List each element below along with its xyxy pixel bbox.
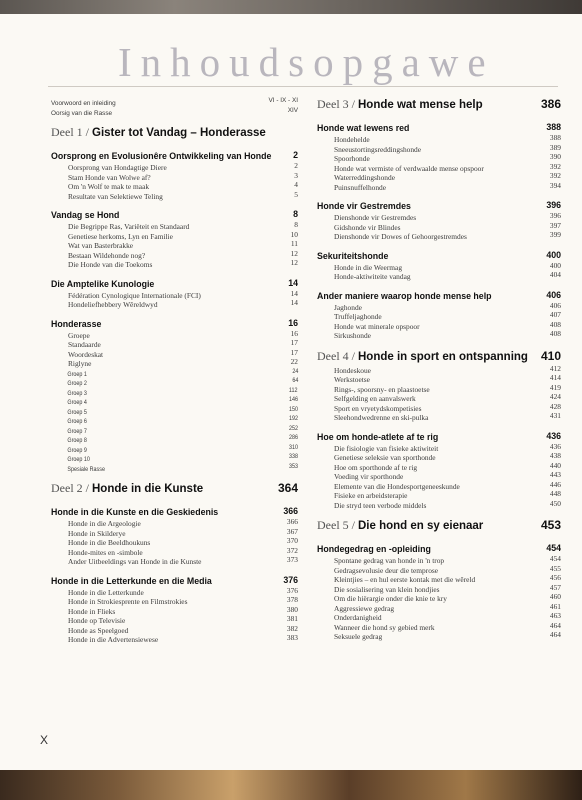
section-heading [317, 121, 561, 133]
entry-title: Elemente van die Hondesportgeneeskunde [334, 481, 460, 491]
toc-entry [317, 592, 561, 602]
group-entry [51, 452, 298, 462]
entry-title: Hondehelde [334, 135, 370, 144]
toc-entry [51, 180, 298, 190]
toc-entry [317, 583, 561, 593]
group-entry [51, 386, 298, 396]
toc-entry [51, 527, 298, 537]
entry-page: 16 [290, 328, 298, 338]
toc-entry [51, 605, 298, 615]
entry-title: Groep 9 [67, 446, 87, 454]
entry-page: 460 [549, 592, 561, 601]
toc-entry [317, 301, 561, 311]
section-page: 16 [288, 317, 298, 328]
section-heading [51, 277, 298, 289]
entry-page: 24 [291, 367, 298, 375]
entry-title: Hondeliefhebbery Wêreldwyd [68, 300, 158, 309]
entry-page: 192 [288, 415, 298, 422]
entry-page: 412 [549, 363, 561, 373]
entry-page: 2 [294, 161, 298, 170]
entry-title: Standaarde [68, 340, 101, 349]
entry-page: 112 [289, 386, 298, 394]
toc-entry [317, 564, 561, 574]
section-title: Honderasse [51, 318, 102, 329]
part-heading [317, 517, 561, 533]
part-separator: / [348, 97, 358, 111]
toc-entry [317, 442, 561, 452]
entry-title: Groep 3 [67, 389, 87, 397]
toc-entry [317, 320, 561, 330]
toc-entry [51, 171, 298, 181]
entry-page: 394 [549, 180, 561, 190]
front-matter-entry [51, 106, 298, 116]
entry-page: 463 [549, 611, 561, 620]
entry-page: 146 [288, 396, 298, 403]
entry-title: Oorsig van die Rasse [51, 109, 113, 117]
section-title: Vandag se Hond [51, 210, 120, 220]
part-title: Honde wat mense help [358, 99, 483, 111]
toc-entry [317, 364, 561, 374]
toc-entry [317, 602, 561, 612]
entry-title: Genetiese seleksie van sporthonde [334, 453, 436, 462]
entry-page: XIV [287, 106, 298, 114]
entry-page: 8 [294, 220, 298, 229]
entry-title: Werkstoetse [334, 375, 370, 384]
toc-entry [317, 152, 561, 162]
part-title: Honde in sport en ontspanning [358, 350, 528, 363]
entry-page: 5 [294, 189, 298, 199]
toc-entry [51, 357, 298, 367]
entry-title: Groep 8 [67, 437, 87, 444]
part-page: 453 [540, 518, 561, 532]
group-entry [51, 433, 298, 443]
section-page: 14 [288, 277, 298, 288]
entry-title: Rings-, spoorsny- en plaastoetse [334, 384, 430, 394]
entry-title: Groep 4 [67, 399, 87, 406]
part-label: Deel 5 [317, 518, 349, 532]
entry-title: Hondeskoue [334, 365, 371, 375]
section-title: Ander maniere waarop honde mense help [317, 290, 492, 301]
entry-title: Groep 1 [67, 370, 87, 378]
entry-page: 461 [549, 601, 561, 611]
section-page: 2 [293, 150, 298, 160]
entry-title: Honde in Strokiesprente en Filmstrokies [68, 597, 188, 606]
group-entry [51, 462, 298, 472]
toc-entry [51, 239, 298, 249]
part-separator: / [348, 518, 358, 532]
entry-title: Sirkushonde [334, 331, 371, 340]
entry-title: Genetiese herkoms, Lyn en Familie [68, 231, 173, 241]
entry-page: 456 [549, 573, 561, 582]
entry-page: 252 [288, 424, 298, 432]
toc-entry [317, 392, 561, 402]
entry-title: Stam Honde van Wolwe af? [68, 172, 151, 182]
entry-page: 408 [549, 319, 561, 329]
entry-title: Wanneer die hond sy gebied merk [334, 622, 435, 632]
toc-entry [317, 499, 561, 509]
section-page: 376 [283, 574, 298, 585]
entry-title: Waterreddingshonde [334, 173, 395, 182]
section-heading [51, 505, 298, 517]
entry-page: 381 [286, 614, 298, 623]
entry-page: 12 [290, 248, 298, 258]
toc-entry [51, 190, 298, 200]
toc-entry [51, 633, 298, 643]
entry-page: 399 [549, 230, 561, 239]
section-title: Sekuriteitshonde [317, 250, 389, 261]
toc-entry [51, 555, 298, 565]
toc-entry [51, 614, 298, 624]
toc-entry [317, 162, 561, 172]
group-entry [51, 443, 298, 453]
toc-entry [317, 470, 561, 480]
entry-title: Selfgelding en aanvalswerk [334, 394, 416, 403]
entry-title: Fisieke en arbeidsterapie [334, 491, 408, 500]
entry-title: Hoe om sporthonde af te rig [334, 462, 418, 472]
part-page: 364 [277, 481, 298, 495]
entry-page: 14 [290, 288, 298, 298]
entry-title: Honde in die Argeologie [68, 519, 141, 528]
part-page: 386 [540, 97, 561, 111]
entry-title: Kleintjies – en hul eerste kontak met die wêreld [334, 575, 476, 584]
entry-title: Honde as Speelgoed [68, 625, 129, 635]
entry-title: Truffeljaghonde [334, 312, 382, 321]
entry-title: Seksuele gedrag [334, 632, 383, 641]
part-heading [51, 480, 298, 496]
entry-title: Honde wat vermiste of verdwaalde mense opspoor [334, 163, 484, 173]
entry-title: Spontane gedrag van honde in 'n trop [334, 556, 445, 565]
toc-entry [317, 230, 561, 240]
entry-page: 389 [549, 142, 561, 152]
section-heading [317, 249, 561, 261]
entry-page: 408 [549, 329, 561, 338]
entry-page: 17 [290, 347, 298, 357]
entry-page: 12 [290, 258, 298, 267]
part-separator: / [348, 348, 358, 363]
section-page: 396 [546, 200, 561, 210]
toc-entry [317, 611, 561, 621]
entry-page: 3 [294, 170, 298, 180]
section-page: 454 [546, 543, 561, 553]
entry-page: 4 [294, 180, 298, 189]
entry-page: 450 [549, 498, 561, 508]
entry-title: Spesiale Rasse [67, 465, 105, 473]
toc-entry [317, 261, 561, 271]
entry-page: 448 [549, 489, 561, 498]
entry-page: 443 [549, 470, 561, 479]
toc-entry [317, 211, 561, 221]
entry-page: 10 [290, 229, 298, 239]
toc-entry [51, 586, 298, 596]
section-page: 436 [546, 430, 561, 441]
toc-column-left [51, 96, 298, 643]
entry-title: Die stryd teen verbode middels [334, 500, 427, 510]
entry-page: 338 [288, 453, 298, 460]
section-heading [51, 149, 298, 161]
entry-page: 436 [549, 441, 561, 451]
entry-title: Sport en vryetydskompetisies [334, 403, 422, 413]
toc-entry [51, 536, 298, 546]
toc-entry [51, 298, 298, 308]
toc-entry [317, 554, 561, 564]
section-page: 8 [293, 209, 298, 219]
entry-title: Groep 7 [67, 427, 87, 435]
page-number: X [40, 733, 49, 747]
toc-entry [317, 373, 561, 383]
entry-title: Honde-aktiwiteite vandag [334, 272, 411, 281]
entry-title: Jaghonde [334, 302, 362, 312]
toc-column-right [317, 96, 561, 640]
entry-page: 407 [549, 310, 561, 319]
part-page: 410 [540, 348, 561, 363]
entry-title: Honde-mites en -simbole [68, 547, 143, 557]
toc-entry [317, 143, 561, 153]
toc-entry [317, 133, 561, 143]
entry-page: 431 [549, 411, 561, 420]
bottom-edge [0, 770, 582, 800]
entry-page: 383 [286, 633, 298, 642]
entry-title: Honde in Flieks [68, 606, 116, 616]
toc-entry [317, 181, 561, 191]
entry-title: Groep 2 [67, 380, 87, 387]
entry-page: 367 [286, 526, 298, 536]
section-heading [317, 289, 561, 301]
part-separator: / [82, 125, 92, 139]
entry-page: 406 [549, 300, 561, 310]
entry-title: Honde wat minerale opspoor [334, 321, 420, 331]
top-edge [0, 0, 582, 14]
toc-entry [51, 289, 298, 299]
entry-page: VI - IX - XI [268, 97, 298, 104]
section-heading [51, 574, 298, 586]
group-entry [51, 395, 298, 405]
entry-page: 414 [549, 373, 561, 382]
toc-entry [317, 270, 561, 280]
toc-entry [51, 348, 298, 358]
entry-page: 14 [290, 298, 298, 307]
entry-title: Voeding vir sporthonde [334, 472, 404, 481]
entry-title: Voorwoord en inleiding [51, 100, 116, 107]
entry-page: 11 [290, 239, 298, 248]
entry-page: 396 [549, 211, 561, 220]
entry-title: Woordeskat [68, 349, 104, 359]
entry-title: Die sosialisering van klein hondjies [334, 584, 440, 594]
toc-entry [317, 402, 561, 412]
entry-page: 366 [286, 517, 298, 526]
entry-title: Honde in die Weermag [334, 262, 403, 272]
entry-title: Om 'n Wolf te mak te maak [68, 182, 150, 191]
entry-title: Honde in die Letterkunde [68, 587, 144, 597]
entry-page: 17 [290, 338, 298, 347]
group-entry [51, 414, 298, 424]
part-heading [317, 96, 561, 112]
entry-page: 392 [549, 161, 561, 171]
section-heading [317, 542, 561, 554]
entry-page: 457 [549, 582, 561, 592]
entry-title: Resultate van Selektiewe Teling [68, 191, 163, 201]
part-title: Gister tot Vandag – Honderasse [92, 127, 266, 139]
entry-page: 150 [288, 405, 298, 413]
toc-entry [51, 230, 298, 240]
toc-entry [51, 595, 298, 605]
title-rule [48, 86, 558, 87]
entry-page: 392 [549, 171, 561, 180]
entry-title: Honde in die Beeldhoukuns [68, 538, 151, 547]
entry-page: 464 [549, 620, 561, 630]
toc-entry [51, 338, 298, 348]
entry-page: 404 [549, 270, 561, 279]
entry-title: Honde op Televisie [68, 616, 126, 625]
toc-entry [317, 221, 561, 231]
front-matter-entry [51, 96, 298, 106]
entry-page: 419 [549, 382, 561, 392]
entry-page: 424 [549, 392, 561, 401]
section-heading [317, 430, 561, 442]
entry-title: Om die hiërargie onder die knie te kry [334, 594, 447, 603]
entry-page: 286 [288, 434, 298, 441]
entry-page: 446 [549, 479, 561, 489]
page-title: Inhoudsopgawe [118, 39, 495, 85]
toc-entry [51, 249, 298, 259]
part-heading [51, 124, 298, 140]
toc-entry [317, 411, 561, 421]
toc-entry [317, 621, 561, 631]
entry-page: 376 [286, 585, 298, 595]
entry-title: Sleehondwedrenne en ski-pulka [334, 413, 429, 422]
toc-entry [51, 161, 298, 171]
toc-entry [317, 310, 561, 320]
section-page: 400 [546, 249, 561, 260]
toc-entry [51, 329, 298, 339]
entry-title: Groepe [68, 330, 90, 340]
entry-title: Puinsnuffelhonde [334, 182, 387, 192]
entry-page: 440 [549, 460, 561, 470]
entry-title: Gidshonde vir Blindes [334, 222, 401, 232]
section-heading [317, 199, 561, 211]
entry-page: 310 [288, 443, 298, 451]
part-label: Deel 2 [51, 481, 83, 495]
entry-title: Spoorhonde [334, 154, 370, 163]
part-label: Deel 4 [317, 348, 349, 363]
part-title: Die hond en sy eienaar [358, 520, 484, 532]
entry-title: Groep 5 [67, 408, 87, 416]
toc-entry [317, 451, 561, 461]
entry-page: 373 [286, 555, 298, 564]
entry-title: Ander Uitbeeldings van Honde in die Kunste [68, 557, 202, 566]
toc-entry [317, 630, 561, 640]
part-separator: / [82, 481, 92, 495]
entry-page: 370 [286, 536, 298, 545]
entry-title: Oorsprong van Hondagtige Diere [68, 163, 167, 172]
entry-page: 380 [286, 604, 298, 614]
entry-title: Onderdanigheid [334, 613, 382, 622]
toc-entry [317, 489, 561, 499]
entry-title: Die fisiologie van fisieke aktiwiteit [334, 443, 439, 453]
entry-title: Dienshonde vir Dowes of Gehoorgestremdes [334, 232, 467, 241]
entry-page: 64 [291, 377, 298, 384]
entry-page: 400 [549, 260, 561, 270]
toc-entry [317, 461, 561, 471]
section-page: 366 [283, 506, 298, 516]
section-title: Hondegedrag en -opleiding [317, 544, 431, 554]
entry-page: 378 [286, 595, 298, 604]
entry-page: 455 [549, 563, 561, 573]
entry-page: 390 [549, 152, 561, 161]
entry-title: Honde in die Advertensiewese [68, 635, 159, 644]
toc-entry [51, 220, 298, 230]
entry-page: 388 [549, 133, 561, 142]
section-heading [51, 317, 298, 329]
entry-title: Sneeustortingsreddingshonde [334, 144, 422, 154]
toc-entry [51, 546, 298, 556]
section-heading [51, 208, 298, 220]
section-title: Honde in die Letterkunde en die Media [51, 575, 212, 586]
entry-page: 464 [549, 630, 561, 639]
group-entry [51, 367, 298, 377]
part-title: Honde in die Kunste [92, 483, 204, 495]
section-title: Hoe om honde-atlete af te rig [317, 431, 439, 442]
toc-entry [51, 258, 298, 268]
entry-title: Die Begrippe Ras, Variëteit en Standaard [68, 222, 190, 231]
part-heading [317, 348, 561, 364]
group-entry [51, 376, 298, 386]
entry-title: Groep 6 [67, 418, 87, 425]
section-title: Honde wat lewens red [317, 123, 410, 133]
entry-title: Honde in Skilderye [68, 528, 126, 538]
entry-title: Fédération Cynologique Internationale (FCI) [68, 290, 201, 300]
toc-entry [51, 624, 298, 634]
toc-entry [317, 480, 561, 490]
section-title: Honde in die Kunste en die Geskiedenis [51, 507, 219, 517]
section-title: Oorsprong en Evolusionêre Ontwikkeling van Honde [51, 151, 272, 161]
toc-entry [317, 573, 561, 583]
entry-page: 382 [286, 623, 298, 633]
section-page: 406 [546, 289, 561, 300]
entry-page: 438 [549, 451, 561, 460]
entry-title: Riglyne [68, 359, 92, 368]
entry-title: Dienshonde vir Gestremdes [334, 213, 417, 222]
entry-page: 454 [549, 554, 561, 563]
part-label: Deel 3 [317, 97, 349, 111]
group-entry [51, 424, 298, 434]
entry-title: Groep 10 [67, 456, 90, 463]
entry-page: 22 [290, 357, 298, 366]
entry-page: 353 [288, 462, 298, 470]
entry-title: Gedragsevolusie deur die temprose [334, 565, 439, 575]
toc-entry [51, 517, 298, 527]
entry-title: Die Honde van die Toekoms [68, 260, 153, 269]
toc-entry [317, 329, 561, 339]
part-label: Deel 1 [51, 125, 83, 139]
entry-page: 428 [549, 401, 561, 411]
entry-page: 372 [286, 545, 298, 555]
section-page: 388 [546, 122, 561, 132]
group-entry [51, 405, 298, 415]
entry-title: Aggressiewe gedrag [334, 603, 395, 613]
section-title: Die Amptelike Kunologie [51, 278, 155, 289]
section-title: Honde vir Gestremdes [317, 201, 411, 211]
toc-entry [317, 171, 561, 181]
entry-title: Wat van Basterbrakke [68, 241, 134, 250]
entry-page: 397 [549, 220, 561, 230]
toc-entry [317, 383, 561, 393]
entry-title: Bestaan Wildehonde nog? [68, 250, 146, 260]
